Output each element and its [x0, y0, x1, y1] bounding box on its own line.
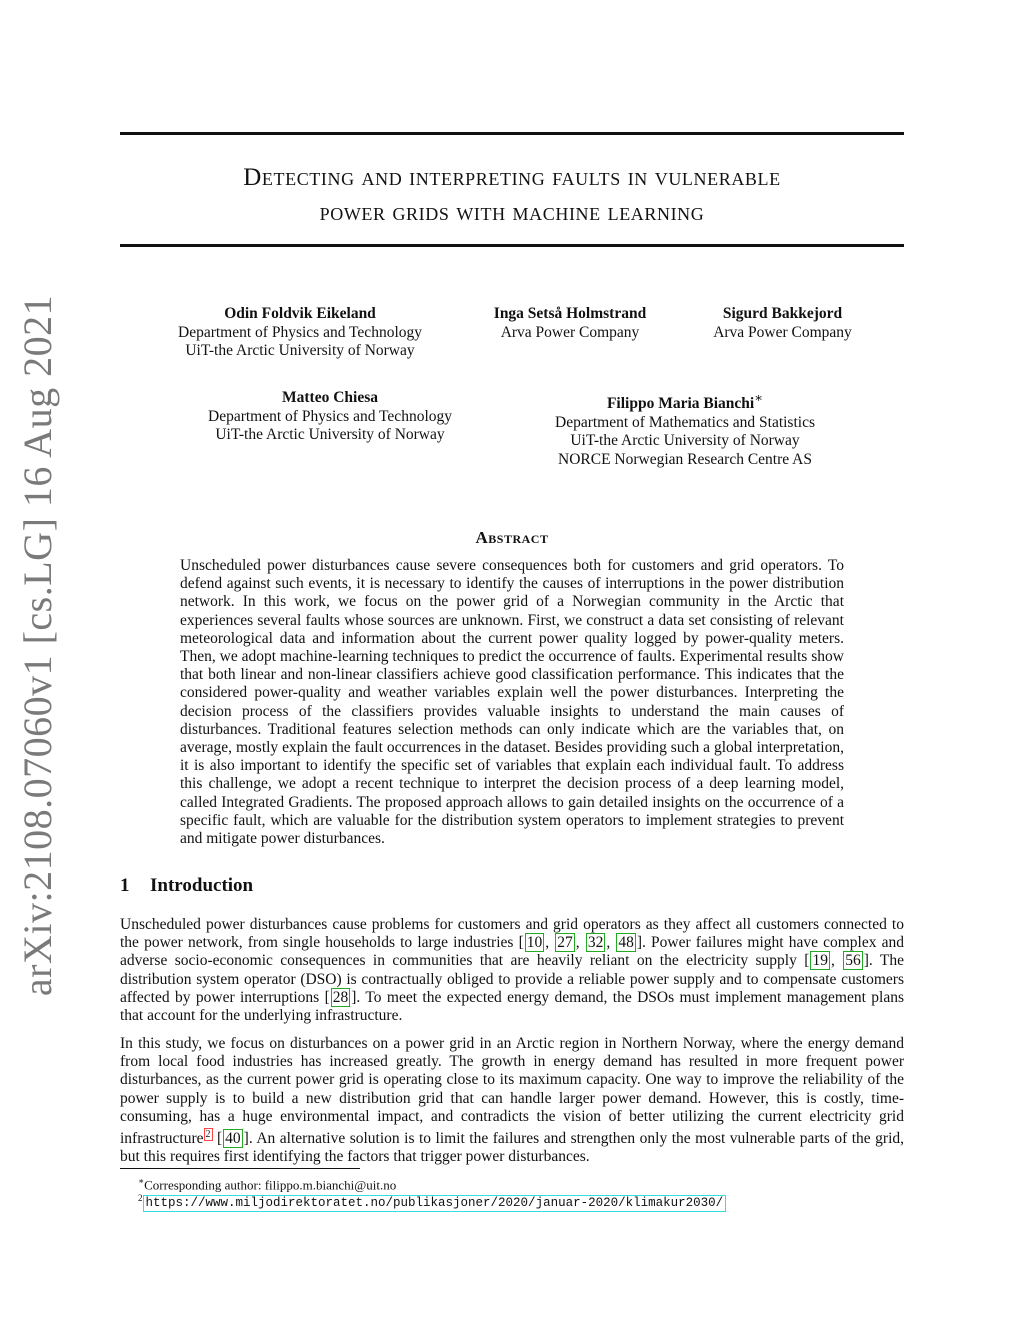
author-block — [180, 389, 480, 445]
author-affiliation: Arva Power Company — [713, 323, 852, 341]
footnote-link[interactable]: 2 — [205, 1129, 211, 1141]
author-affiliation: UiT-the Arctic University of Norway — [215, 426, 445, 443]
arxiv-stamp[interactable] — [8, 294, 68, 996]
abstract-heading: Abstract — [475, 528, 549, 547]
intro-paragraph-2 — [120, 1035, 904, 1167]
footnote-mark: 2 — [138, 1193, 143, 1203]
author-affiliation: Arva Power Company — [500, 323, 640, 341]
corresponding-mark: ∗ — [754, 390, 764, 405]
citation-link[interactable]: 56 — [845, 952, 861, 970]
paragraph-text: ]. To meet the expected energy demand, the DSOs must implement management plans that account for the underlying infrastructure. — [120, 988, 904, 1025]
author-affiliation: Department of Mathematics and Statistics — [555, 413, 815, 431]
author-name: Inga Setså Holmstrand — [493, 305, 647, 322]
author-block — [690, 305, 875, 342]
footnote-text: Corresponding author: filippo.m.bianchi@uit.no — [144, 1177, 397, 1193]
author-name: Filippo Maria Bianchi — [606, 395, 755, 413]
author-name: Sigurd Bakkejord — [722, 305, 843, 322]
author-affiliation: UiT-the Arctic University of Norway — [185, 342, 415, 359]
citation-link[interactable]: 32 — [587, 934, 604, 952]
arxiv-stamp-text[interactable]: arXiv:2108.07060v1 [cs.LG] 16 Aug 2021 — [15, 294, 61, 996]
author-name: Odin Foldvik Eikeland — [224, 305, 376, 322]
footnote-url — [138, 1191, 726, 1212]
paragraph-text: Unscheduled power disturbances cause problems for customers and grid operators as they affect all customers connected to the power network, from single households to large industries [ — [120, 916, 904, 952]
paragraph-text: ]. The distribution system operator (DSO) is contractually obliged to provide a reliable power supply and to compensate customers affected by power interruptions [ — [120, 952, 905, 1006]
title-rule-top — [120, 132, 904, 135]
footnote-corresponding — [138, 1174, 396, 1192]
paragraph-text: ]. Power failures might have complex and adverse socio-economic consequences in communities that are heavily reliant on the electricity supply [ — [120, 934, 905, 970]
author-block — [150, 305, 450, 361]
citation-link[interactable]: 27 — [557, 934, 573, 952]
title-line-2: power grids with machine learning — [319, 199, 705, 226]
citation-link[interactable]: 40 — [225, 1130, 241, 1148]
author-name: Matteo Chiesa — [282, 389, 378, 406]
section-title: Introduction — [150, 875, 254, 896]
author-block — [520, 389, 850, 469]
author-affiliation: Department of Physics and Technology — [178, 323, 422, 341]
paragraph-text: [ — [212, 1130, 223, 1148]
title-line-1: Detecting and interpreting faults in vulnerable — [243, 164, 781, 191]
author-affiliation: NORCE Norwegian Research Centre AS — [558, 450, 812, 468]
intro-paragraph-1: Unscheduled power disturbances cause problems for customers and grid operators as they affect all customers connected to the power network, from single households to large industries [ 10 , 27 , 32 , 48 ]. Power failures might have complex and adverse socio-economic consequences in communities that are heavily reliant on the electricity supply [ 19 , 56 ]. The distribution system operator (DSO) is contractually obliged to provide a reliable power supply and to compensate customers affected by power interruptions [ 28 ]. To meet the expected energy demand, the DSOs must implement management plans that account for the underlying infrastructure. — [120, 916, 905, 1025]
footnote-mark: ∗ — [138, 1176, 145, 1186]
author-block — [470, 305, 670, 342]
citation-link[interactable]: 10 — [526, 934, 543, 952]
author-affiliation: Department of Physics and Technology — [208, 407, 452, 425]
citation-link[interactable]: 19 — [812, 952, 828, 970]
section-number: 1 — [120, 875, 130, 896]
title-rule-bottom — [120, 244, 904, 247]
paragraph-text: ]. An alternative solution is to limit the failures and strengthen only the most vulnerable parts of the grid, but this requires first identifying the factors that trigger power disturbances. — [120, 1130, 905, 1166]
paper-title — [120, 160, 904, 230]
footnote-url-link[interactable]: https://www.miljodirektoratet.no/publikasjoner/2020/januar-2020/klimakur2030/ — [143, 1195, 727, 1212]
citation-link[interactable]: 28 — [332, 988, 349, 1006]
citation-link[interactable]: 48 — [618, 934, 634, 952]
section-heading — [120, 875, 253, 897]
author-affiliation: UiT-the Arctic University of Norway — [570, 432, 800, 450]
abstract-text: Unscheduled power disturbances cause severe consequences both for customers and grid operators. To defend against such events, it is necessary to identify the causes of interruptions in the power distribution network. In this work, we focus on the power grid of a Norwegian community in the Arctic that experiences several faults whose sources are unknown. First, we construct a data set consisting of relevant meteorological data and information about the current power quality logged by power-quality meters. Then, we adopt machine-learning techniques to predict the occurrence of faults. Experimental results show that both linear and non-linear classifiers achieve good classification performance. This indicates that the considered power-quality and weather variables explain well the power disturbances. Interpreting the decision process of the classifiers provides valuable insights to understand the main causes of disturbances. Traditional features selection methods can only indicate which are the variables that, on average, mostly explain the fault occurrences in the dataset. Besides providing such a global interpretation, it is also important to identify the specific set of variables that explain each individual fault. To address this challenge, we adopt a recent technique to interpret the decision process of a deep learning model, called Integrated Gradients. The proposed approach allows to gain detailed insights on the occurrence of a specific fault, which are valuable for the distribution system operators to implement strategies to prevent and mitigate power disturbances. — [180, 557, 844, 848]
paragraph-text: In this study, we focus on disturbances on a power grid in an Arctic region in Northern Norway, where the energy demand from local food industries has increased greatly. The growth in energy demand has resulted in more frequent power disturbances, as the current power grid is operating close to its maximum capacity. One way to improve the reliability of the power supply is to build a new distribution grid that can handle larger power demand. However, this is costly, time-consuming, has a huge environmental impact, and contradicts the vision of better utilizing the current electricity grid infrastructure — [120, 1035, 904, 1148]
footnote-rule — [120, 1168, 360, 1169]
